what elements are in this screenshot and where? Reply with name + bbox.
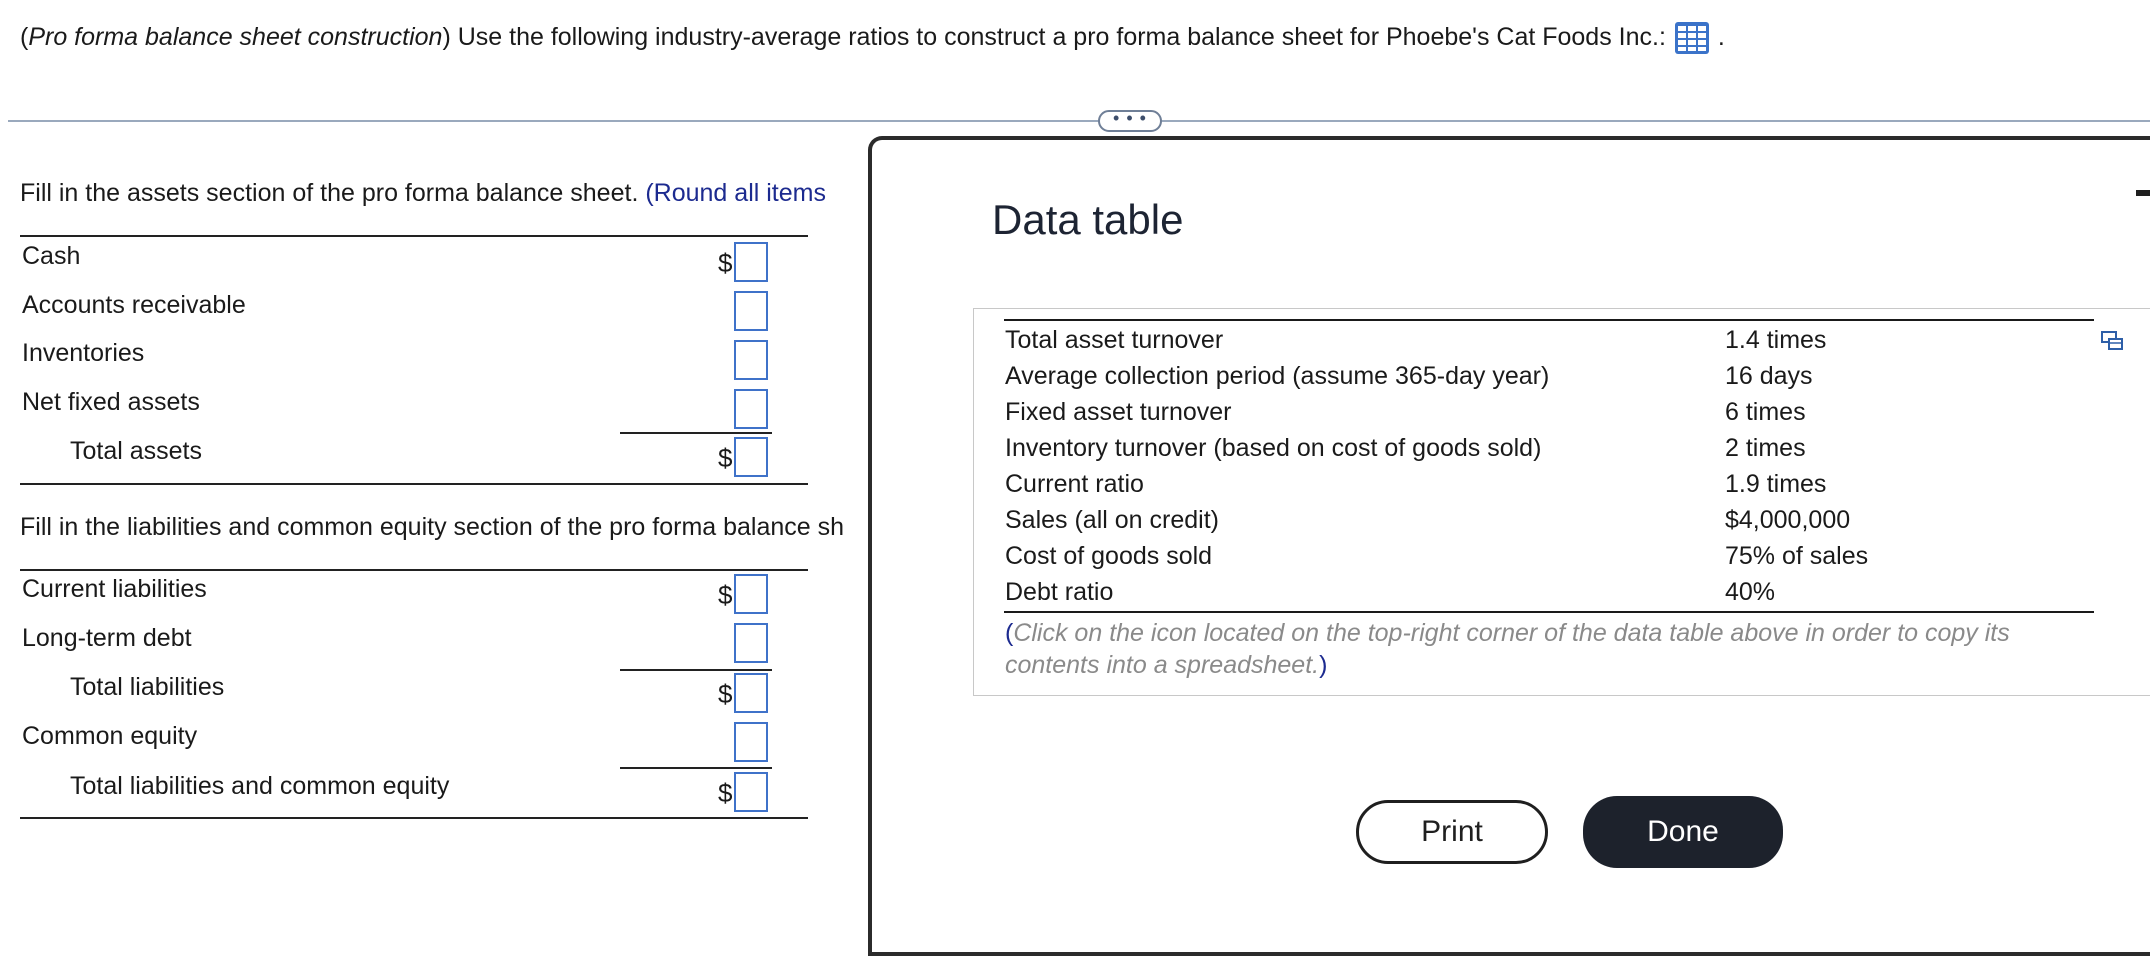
data-table-top-rule — [1004, 319, 2094, 321]
data-row-value: $4,000,000 — [1725, 506, 1851, 534]
note-open-paren: ( — [1005, 619, 1014, 647]
row-label-total-assets: Total assets — [70, 437, 203, 465]
net-fixed-assets-input[interactable] — [734, 389, 768, 429]
total-liabilities-and-equity-input[interactable] — [734, 772, 768, 812]
row-label-common-equity: Common equity — [22, 722, 198, 750]
liabilities-subtotal-rule — [620, 669, 772, 671]
current-liabilities-input[interactable] — [734, 574, 768, 614]
accounts-receivable-input[interactable] — [734, 291, 768, 331]
currency-total-liabilities-and-equity: $ — [718, 778, 733, 808]
total-assets-input[interactable] — [734, 437, 768, 477]
row-label-net-fixed-assets: Net fixed assets — [22, 388, 200, 416]
modal-title: Data table — [992, 196, 1184, 243]
question-prefix: ( — [20, 23, 29, 51]
data-row-label: Fixed asset turnover — [1005, 398, 1232, 426]
liabilities-instruction: Fill in the liabilities and common equity section of the pro forma balance sh — [20, 513, 845, 541]
inventories-input[interactable] — [734, 340, 768, 380]
assets-instruction — [20, 176, 826, 210]
copy-instructions-note — [1005, 617, 2105, 681]
equity-subtotal-rule — [620, 767, 772, 769]
liabilities-top-rule — [20, 569, 808, 571]
question-text — [20, 20, 1725, 55]
print-button[interactable]: Print — [1356, 800, 1548, 864]
currency-current-liabilities: $ — [718, 580, 733, 610]
data-row-value: 1.9 times — [1725, 470, 1827, 498]
rounding-hint: (Round all items — [645, 179, 826, 207]
liabilities-bottom-rule — [20, 817, 808, 819]
data-row-label: Debt ratio — [1005, 578, 1114, 606]
currency-total-liabilities: $ — [718, 679, 733, 709]
question-topic: Pro forma balance sheet construction — [28, 23, 443, 51]
data-row-value: 40% — [1725, 578, 1776, 606]
row-label-accounts-receivable: Accounts receivable — [22, 291, 246, 319]
done-button[interactable]: Done — [1583, 796, 1783, 868]
cash-input[interactable] — [734, 242, 768, 282]
row-label-total-liabilities: Total liabilities — [70, 673, 225, 701]
expand-ellipsis-button[interactable]: • • • — [1098, 110, 1162, 132]
long-term-debt-input[interactable] — [734, 623, 768, 663]
section-divider — [8, 120, 2150, 122]
data-row-label: Current ratio — [1005, 470, 1144, 498]
note-text: Click on the icon located on the top-right corner of the data table above in order to copy its contents into a spreadsheet. — [1005, 619, 2010, 679]
row-label-long-term-debt: Long-term debt — [22, 624, 192, 652]
currency-total-assets: $ — [718, 443, 733, 473]
data-row-label: Inventory turnover (based on cost of goods sold) — [1005, 434, 1542, 462]
data-row-label: Sales (all on credit) — [1005, 506, 1219, 534]
data-row-value: 2 times — [1725, 434, 1806, 462]
data-row-value: 75% of sales — [1725, 542, 1869, 570]
data-row-label: Average collection period (assume 365-day year) — [1005, 362, 1550, 390]
data-row-value: 16 days — [1725, 362, 1813, 390]
table-grid-icon[interactable] — [1674, 21, 1710, 55]
copy-to-spreadsheet-icon[interactable] — [2100, 330, 2124, 352]
question-trailing: . — [1717, 23, 1725, 51]
modal-close-icon[interactable] — [2136, 190, 2150, 196]
row-label-cash: Cash — [22, 242, 81, 270]
assets-bottom-rule — [20, 483, 808, 485]
row-label-total-liabilities-and-equity: Total liabilities and common equity — [70, 772, 450, 800]
common-equity-input[interactable] — [734, 722, 768, 762]
row-label-current-liabilities: Current liabilities — [22, 575, 207, 603]
data-row-label: Cost of goods sold — [1005, 542, 1213, 570]
note-close-paren: ) — [1319, 651, 1328, 679]
assets-top-rule — [20, 235, 808, 237]
row-label-inventories: Inventories — [22, 339, 145, 367]
assets-subtotal-rule — [620, 432, 772, 434]
question-body: ) Use the following industry-average ratios to construct a pro forma balance sheet for Phoebe's Cat Foods Inc.: — [442, 23, 1666, 51]
data-row-value: 1.4 times — [1725, 326, 1827, 354]
data-row-label: Total asset turnover — [1005, 326, 1224, 354]
data-table-bottom-rule — [1004, 611, 2094, 613]
data-row-value: 6 times — [1725, 398, 1806, 426]
total-liabilities-input[interactable] — [734, 673, 768, 713]
currency-cash: $ — [718, 248, 733, 278]
assets-instruction-text: Fill in the assets section of the pro forma balance sheet. — [20, 179, 639, 207]
